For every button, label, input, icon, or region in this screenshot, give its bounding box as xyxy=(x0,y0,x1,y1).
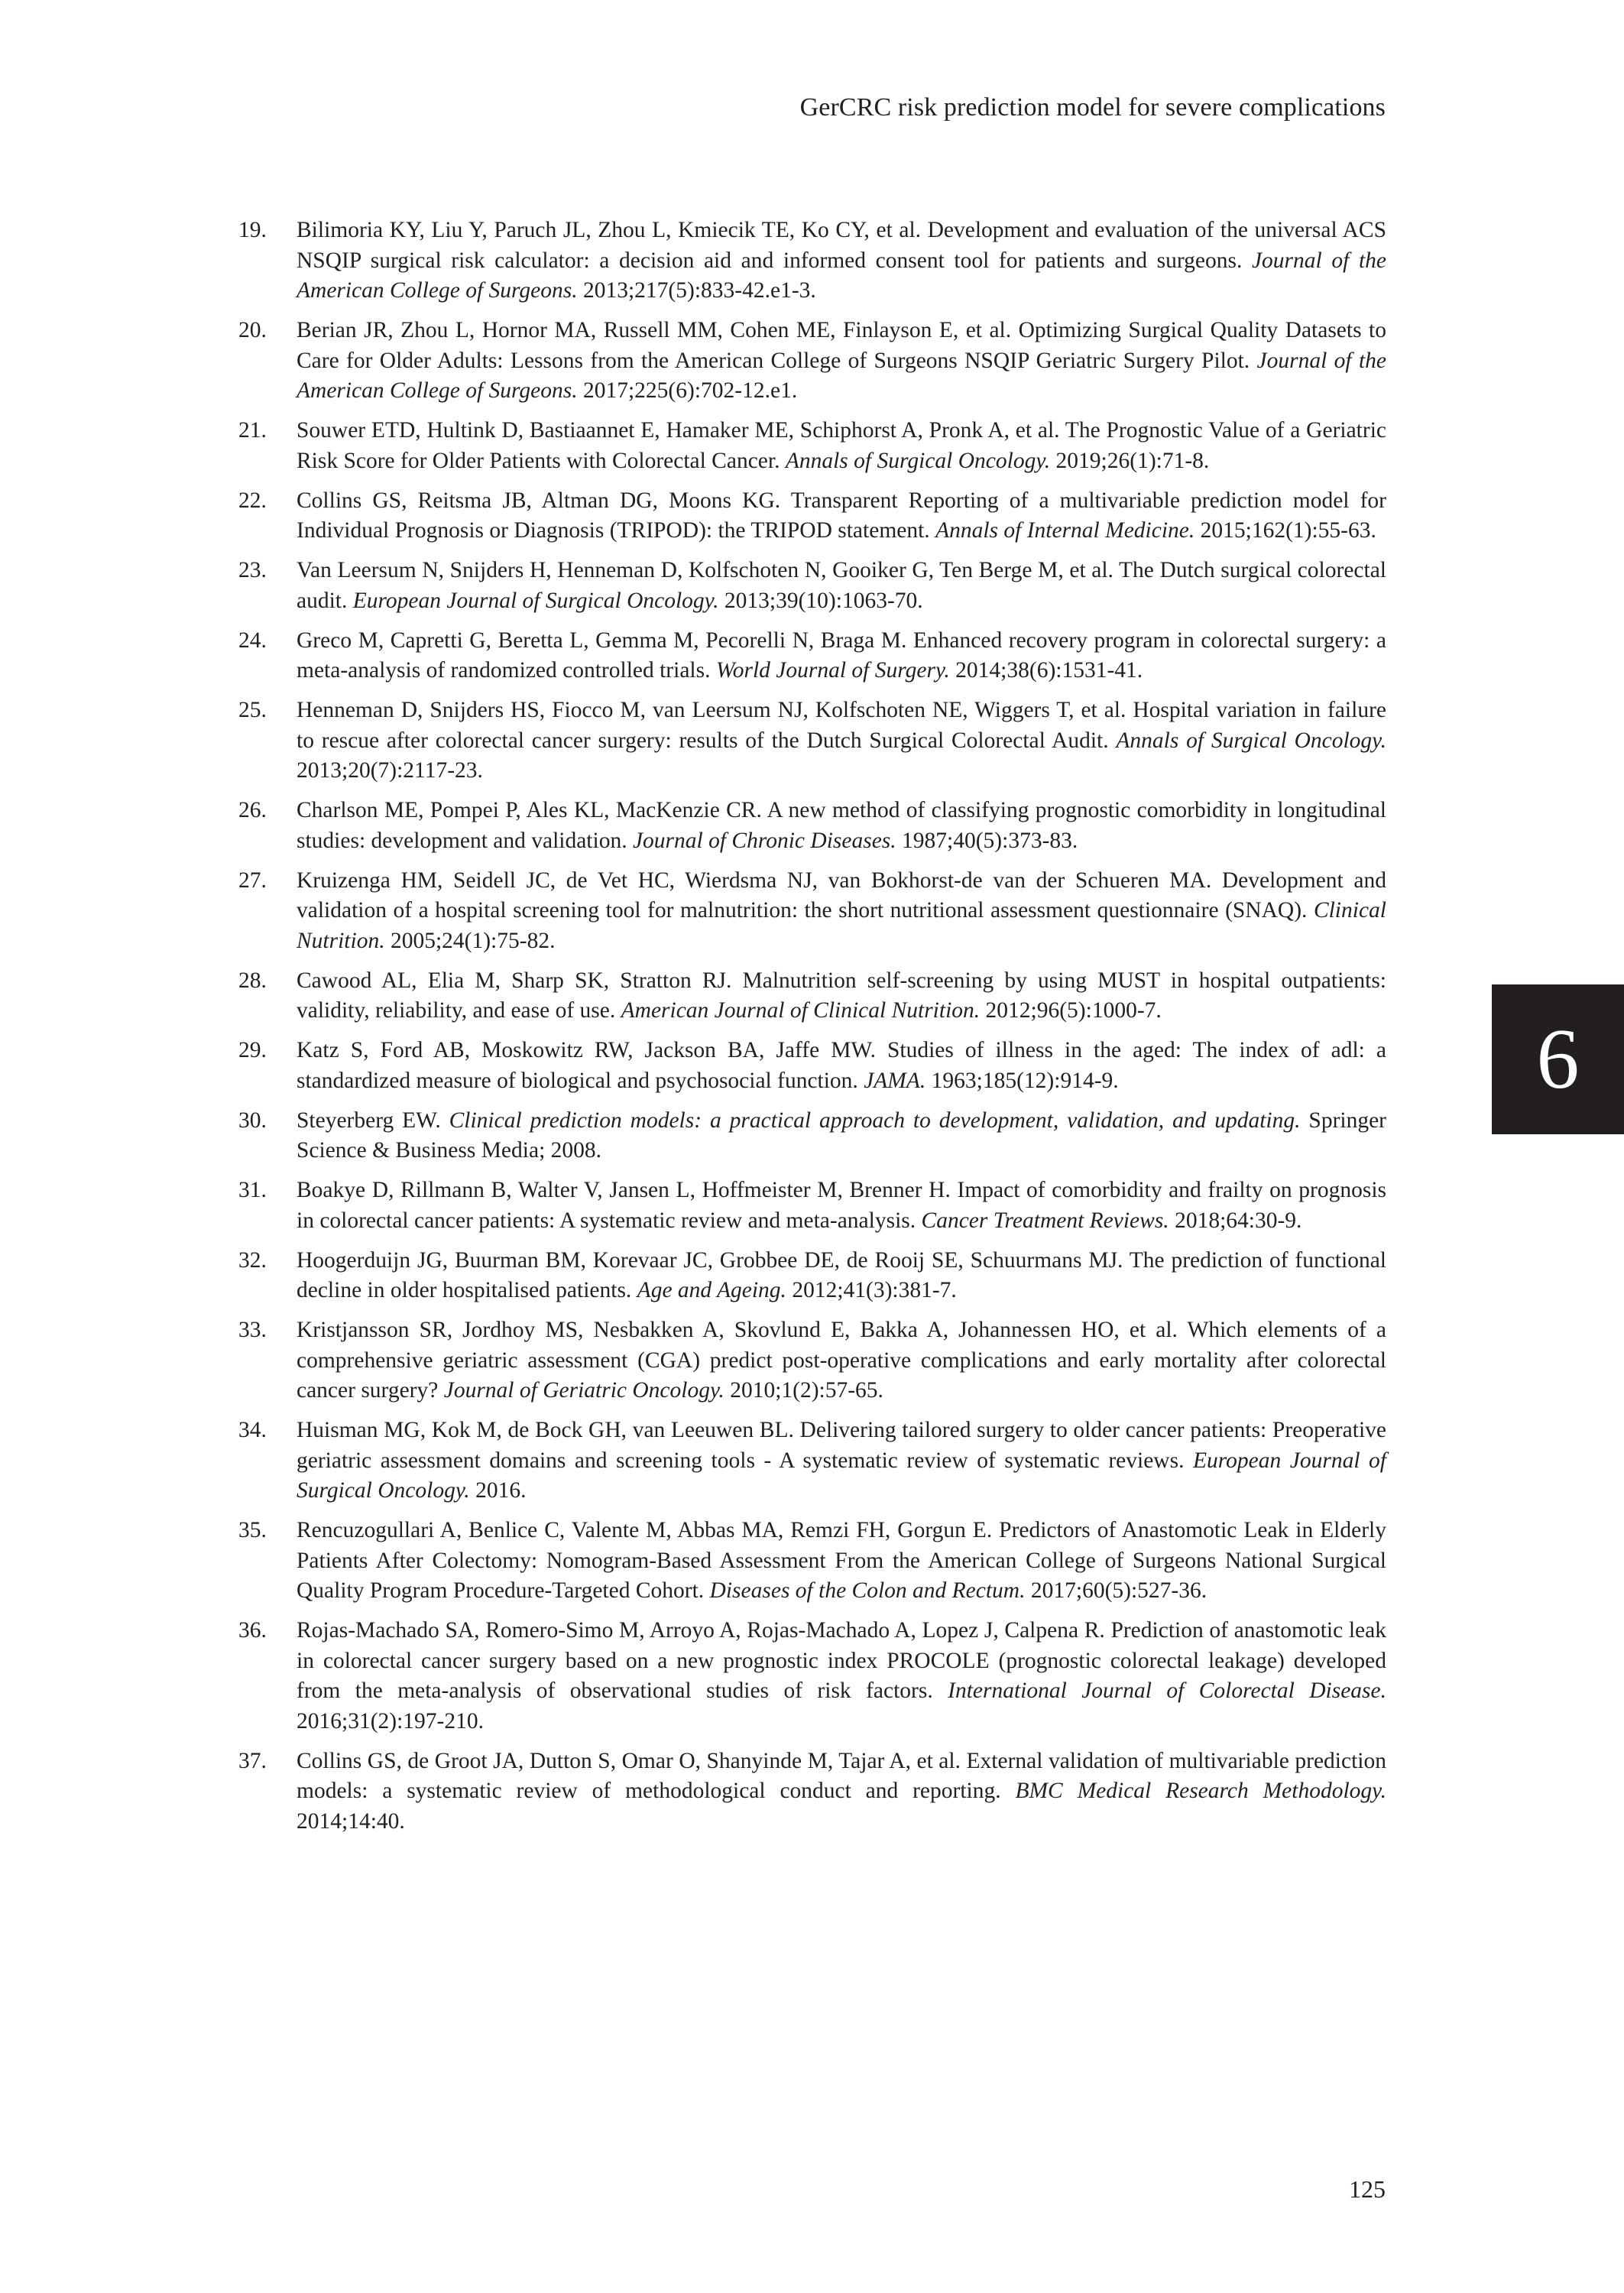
reference-text xyxy=(297,698,1386,783)
reference-text xyxy=(297,1318,1386,1403)
reference-number: 36. xyxy=(238,1618,267,1643)
reference-number: 27. xyxy=(238,868,267,893)
reference-authors-title: Huisman MG, Kok M, de Bock GH, van Leeuwen BL. Delivering tailored surgery to older cancer patients: Preoperative geriatric assessment domains and screening tools - A systematic review of systematic reviews. xyxy=(297,1418,1386,1473)
reference-item xyxy=(238,416,1386,476)
reference-number: 34. xyxy=(238,1418,267,1442)
reference-number: 31. xyxy=(238,1178,267,1202)
reference-authors-title: Berian JR, Zhou L, Hornor MA, Russell MM, Cohen ME, Finlayson E, et al. Optimizing Surgical Quality Datasets to Care for Older Adults: Lessons from the American College of Surgeons NSQIP Geriatric Surgery Pilot. xyxy=(297,318,1386,373)
reference-journal: Journal of Chronic Diseases. xyxy=(632,828,896,853)
reference-authors-title: Greco M, Capretti G, Beretta L, Gemma M, Pecorelli N, Braga M. Enhanced recovery program in colorectal surgery: a meta-analysis of randomized controlled trials. xyxy=(297,628,1386,683)
reference-journal: BMC Medical Research Methodology. xyxy=(1015,1779,1386,1803)
running-head-title: GerCRC risk prediction model for severe complications xyxy=(799,93,1386,122)
reference-authors-title: Souwer ETD, Hultink D, Bastiaannet E, Hamaker ME, Schiphorst A, Pronk A, et al. The Prognostic Value of a Geriatric Risk Score for Older Patients with Colorectal Cancer. xyxy=(297,418,1386,473)
reference-item xyxy=(238,866,1386,957)
reference-journal: Clinical Nutrition. xyxy=(297,898,1386,953)
reference-journal: European Journal of Surgical Oncology. xyxy=(352,588,719,613)
reference-journal: Diseases of the Colon and Rectum. xyxy=(709,1578,1026,1603)
reference-citation-details: 2013;39(10):1063-70. xyxy=(718,588,923,613)
reference-number: 33. xyxy=(238,1318,267,1342)
reference-citation-details: 2010;1(2):57-65. xyxy=(724,1378,883,1403)
reference-authors-title: Steyerberg EW. xyxy=(297,1108,449,1133)
reference-journal: Journal of the American College of Surgeons. xyxy=(297,348,1386,403)
reference-journal: Annals of Internal Medicine. xyxy=(935,518,1195,543)
reference-number: 30. xyxy=(238,1108,267,1133)
reference-authors-title: Kristjansson SR, Jordhoy MS, Nesbakken A, Skovlund E, Bakka A, Johannessen HO, et al. Which elements of a comprehensive geriatric assessment (CGA) predict post-operative complications and early mortality after colorectal cancer surgery? xyxy=(297,1318,1386,1403)
reference-number: 32. xyxy=(238,1247,267,1273)
reference-citation-details: 2019;26(1):71-8. xyxy=(1050,448,1210,473)
reference-citation-details: 2015;162(1):55-63. xyxy=(1194,518,1376,543)
reference-item xyxy=(238,1106,1386,1166)
reference-authors-title: Boakye D, Rillmann B, Walter V, Jansen L, Hoffmeister M, Brenner H. Impact of comorbidity and frailty on prognosis in colorectal cancer patients: A systematic review and meta-analysis. xyxy=(297,1178,1386,1233)
reference-number: 25. xyxy=(238,698,267,722)
reference-item xyxy=(238,1416,1386,1507)
reference-item xyxy=(238,796,1386,856)
reference-number: 23. xyxy=(238,558,267,582)
reference-journal: World Journal of Surgery. xyxy=(715,658,950,683)
reference-authors-title: Kruizenga HM, Seidell JC, de Vet HC, Wierdsma NJ, van Bokhorst-de van der Schueren MA. Development and validation of a hospital screening tool for malnutrition: the short nutritional assessment questionnaire (SNAQ). xyxy=(297,868,1386,923)
reference-text xyxy=(297,1749,1386,1834)
reference-number: 24. xyxy=(238,628,267,653)
reference-authors-title: Collins GS, Reitsma JB, Altman DG, Moons KG. Transparent Reporting of a multivariable prediction model for Individual Prognosis or Diagnosis (TRIPOD): the TRIPOD statement. xyxy=(297,488,1386,543)
reference-journal: American Journal of Clinical Nutrition. xyxy=(621,998,981,1023)
reference-text xyxy=(297,1038,1386,1093)
reference-item xyxy=(238,1747,1386,1837)
reference-citation-details: 2017;60(5):527-36. xyxy=(1025,1578,1207,1603)
reference-citation-details: 2014;38(6):1531-41. xyxy=(949,658,1143,683)
chapter-tab: 6 xyxy=(1492,984,1624,1134)
reference-item xyxy=(238,486,1386,546)
reference-item xyxy=(238,1516,1386,1607)
reference-item xyxy=(238,1616,1386,1737)
reference-text xyxy=(297,1518,1386,1603)
reference-authors-title: Henneman D, Snijders HS, Fiocco M, van Leersum NJ, Kolfschoten NE, Wiggers T, et al. Hospital variation in failure to rescue after colorectal cancer surgery: results of the Dutch Surgical Colorectal Audit. xyxy=(297,698,1386,753)
reference-citation-details: 2013;20(7):2117-23. xyxy=(297,758,483,783)
reference-citation-details: 2014;14:40. xyxy=(297,1808,405,1834)
reference-citation-details: Springer Science & Business Media; 2008. xyxy=(297,1108,1387,1163)
reference-authors-title: Rencuzogullari A, Benlice C, Valente M, Abbas MA, Remzi FH, Gorgun E. Predictors of Anastomotic Leak in Elderly Patients After Colectomy: Nomogram-Based Assessment From the American College of Surgeons National Surgical Quality Program Procedure-Targeted Cohort. xyxy=(297,1518,1386,1603)
reference-journal: European Journal of Surgical Oncology. xyxy=(297,1448,1386,1503)
page-number: 125 xyxy=(1349,2175,1386,2203)
reference-authors-title: Van Leersum N, Snijders H, Henneman D, Kolfschoten N, Gooiker G, Ten Berge M, et al. The Dutch surgical colorectal audit. xyxy=(297,558,1386,613)
reference-authors-title: Charlson ME, Pompei P, Ales KL, MacKenzie CR. A new method of classifying prognostic comorbidity in longitudinal studies: development and validation. xyxy=(297,798,1386,853)
reference-citation-details: 1987;40(5):373-83. xyxy=(896,828,1078,853)
reference-citation-details: 2016. xyxy=(469,1478,527,1503)
reference-item xyxy=(238,1246,1386,1306)
reference-number: 37. xyxy=(238,1748,267,1773)
reference-text xyxy=(297,968,1386,1023)
reference-item xyxy=(238,696,1386,786)
reference-text xyxy=(297,628,1386,683)
reference-number: 22. xyxy=(238,488,267,513)
reference-item xyxy=(238,626,1386,686)
reference-journal: Age and Ageing. xyxy=(637,1278,786,1302)
reference-item xyxy=(238,316,1386,407)
reference-citation-details: 2016;31(2):197-210. xyxy=(297,1708,484,1734)
reference-citation-details: 2017;225(6):702-12.e1. xyxy=(577,378,798,403)
reference-item xyxy=(238,966,1386,1026)
reference-authors-title: Bilimoria KY, Liu Y, Paruch JL, Zhou L, Kmiecik TE, Ko CY, et al. Development and evaluation of the universal ACS NSQIP surgical risk calculator: a decision aid and informed consent tool for patients and surgeons. xyxy=(297,218,1386,273)
reference-citation-details: 2012;96(5):1000-7. xyxy=(980,998,1162,1023)
reference-authors-title: Rojas-Machado SA, Romero-Simo M, Arroyo A, Rojas-Machado A, Lopez J, Calpena R. Prediction of anastomotic leak in colorectal cancer surgery based on a new prognostic index PROCOLE (prognostic colorectal leakage) developed from the meta-analysis of observational studies of risk factors. xyxy=(297,1618,1386,1703)
reference-authors-title: Hoogerduijn JG, Buurman BM, Korevaar JC, Grobbee DE, de Rooij SE, Schuurmans MJ. The prediction of functional decline in older hospitalised patients. xyxy=(297,1247,1386,1302)
reference-text xyxy=(297,1418,1386,1503)
reference-list xyxy=(238,216,1386,1847)
reference-item xyxy=(238,556,1386,616)
reference-authors-title: Katz S, Ford AB, Moskowitz RW, Jackson BA, Jaffe MW. Studies of illness in the aged: The index of adl: a standardized measure of biological and psychosocial function. xyxy=(297,1038,1386,1093)
reference-text xyxy=(297,798,1386,853)
reference-item xyxy=(238,1176,1386,1236)
reference-journal: Journal of Geriatric Oncology. xyxy=(443,1378,724,1403)
reference-number: 19. xyxy=(238,218,267,242)
reference-journal: Clinical prediction models: a practical approach to development, validation, and updating. xyxy=(449,1108,1301,1133)
reference-citation-details: 2013;217(5):833-42.e1-3. xyxy=(577,278,816,303)
reference-text xyxy=(297,418,1386,473)
reference-number: 35. xyxy=(238,1518,267,1542)
reference-journal: International Journal of Colorectal Disease. xyxy=(948,1678,1386,1703)
reference-text xyxy=(297,1618,1386,1734)
reference-citation-details: 2005;24(1):75-82. xyxy=(384,928,556,953)
reference-citation-details: 2012;41(3):381-7. xyxy=(786,1278,957,1302)
reference-journal: Annals of Surgical Oncology. xyxy=(1116,728,1387,753)
reference-citation-details: 2018;64:30-9. xyxy=(1169,1208,1302,1233)
reference-text xyxy=(297,1248,1386,1303)
reference-number: 28. xyxy=(238,968,267,993)
reference-text xyxy=(297,1178,1386,1233)
reference-number: 20. xyxy=(238,318,267,342)
reference-text xyxy=(297,218,1386,303)
reference-item xyxy=(238,1036,1386,1096)
reference-number: 29. xyxy=(238,1038,267,1062)
reference-text xyxy=(297,868,1386,953)
reference-item xyxy=(238,1315,1386,1406)
reference-text xyxy=(297,558,1386,613)
reference-journal: JAMA. xyxy=(864,1068,926,1093)
reference-authors-title: Collins GS, de Groot JA, Dutton S, Omar O, Shanyinde M, Tajar A, et al. External validation of multivariable prediction models: a systematic review of methodological conduct and reporting. xyxy=(297,1748,1386,1803)
reference-item xyxy=(238,216,1386,306)
reference-number: 26. xyxy=(238,798,267,822)
reference-journal: Annals of Surgical Oncology. xyxy=(785,448,1051,473)
reference-text xyxy=(297,318,1386,403)
reference-journal: Cancer Treatment Reviews. xyxy=(921,1208,1169,1233)
reference-journal: Journal of the American College of Surgeons. xyxy=(297,248,1387,303)
reference-text xyxy=(297,1108,1386,1163)
reference-citation-details: 1963;185(12):914-9. xyxy=(925,1068,1119,1093)
reference-number: 21. xyxy=(238,418,267,443)
reference-text xyxy=(297,488,1386,543)
reference-authors-title: Cawood AL, Elia M, Sharp SK, Stratton RJ. Malnutrition self-screening by using MUST in hospital outpatients: validity, reliability, and ease of use. xyxy=(297,968,1386,1023)
